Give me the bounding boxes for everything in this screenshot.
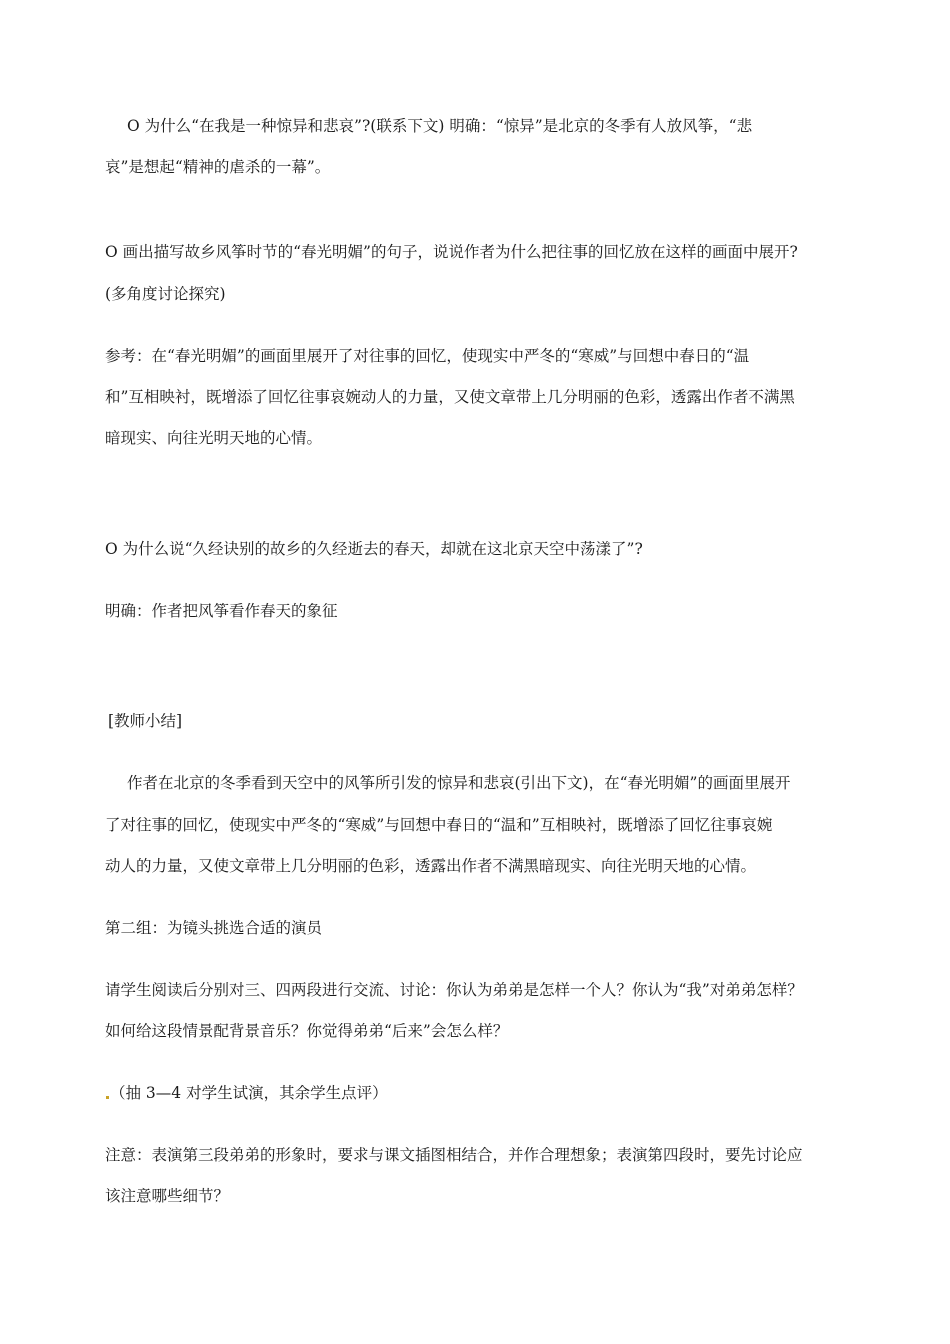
paragraph-line: 暗现实、向往光明天地的心情。 (105, 429, 323, 447)
paragraph-line: 和”互相映衬，既增添了回忆往事哀婉动人的力量，又使文章带上几分明丽的色彩，透露出作者不满黑 (105, 388, 795, 406)
paragraph-line: O 为什么说“久经诀别的故乡的久经逝去的春天，却就在这北京天空中荡漾了”? (105, 540, 643, 558)
paragraph-text: （抽 3—4 对学生试演，其余学生点评） (110, 1084, 388, 1102)
paragraph-line: 作者在北京的冬季看到天空中的风筝所引发的惊异和悲哀(引出下文)，在“春光明媚”的画面里展开 (127, 774, 791, 792)
paragraph-line: 该注意哪些细节？ (105, 1187, 230, 1205)
paragraph-line: (多角度讨论探究) (105, 285, 226, 303)
marker-dot-icon (106, 1096, 109, 1099)
paragraph-line: 明确：作者把风筝看作春天的象征 (105, 602, 338, 620)
section-heading: 第二组：为镜头挑选合适的演员 (105, 919, 323, 937)
section-heading: [教师小结] (108, 712, 183, 730)
paragraph-line: 如何给这段情景配背景音乐？你觉得弟弟“后来”会怎么样？ (105, 1022, 509, 1040)
paragraph-line: O 画出描写故乡风筝时节的“春光明媚”的句子，说说作者为什么把往事的回忆放在这样的画面中展开? (105, 243, 798, 261)
paragraph-line: O 为什么“在我是一种惊异和悲哀”?(联系下文) 明确：“惊异”是北京的冬季有人放风筝，“悲 (127, 117, 753, 135)
paragraph-line: 参考：在“春光明媚”的画面里展开了对往事的回忆，使现实中严冬的“寒威”与回想中春日的“温 (105, 347, 750, 365)
paragraph-line (105, 1083, 895, 1103)
paragraph-line: 哀”是想起“精神的虐杀的一幕”。 (105, 158, 331, 176)
paragraph-line: 动人的力量，又使文章带上几分明丽的色彩，透露出作者不满黑暗现实、向往光明天地的心情。 (105, 857, 757, 875)
paragraph-line: 请学生阅读后分别对三、四两段进行交流、讨论：你认为弟弟是怎样一个人？你认为“我”对弟弟怎样？ (105, 981, 803, 999)
paragraph-line: 注意：表演第三段弟弟的形象时，要求与课文插图相结合，并作合理想象；表演第四段时，要先讨论应 (105, 1146, 803, 1164)
paragraph-line: 了对往事的回忆，使现实中严冬的“寒威”与回想中春日的“温和”互相映衬，既增添了回忆往事哀婉 (105, 816, 773, 834)
